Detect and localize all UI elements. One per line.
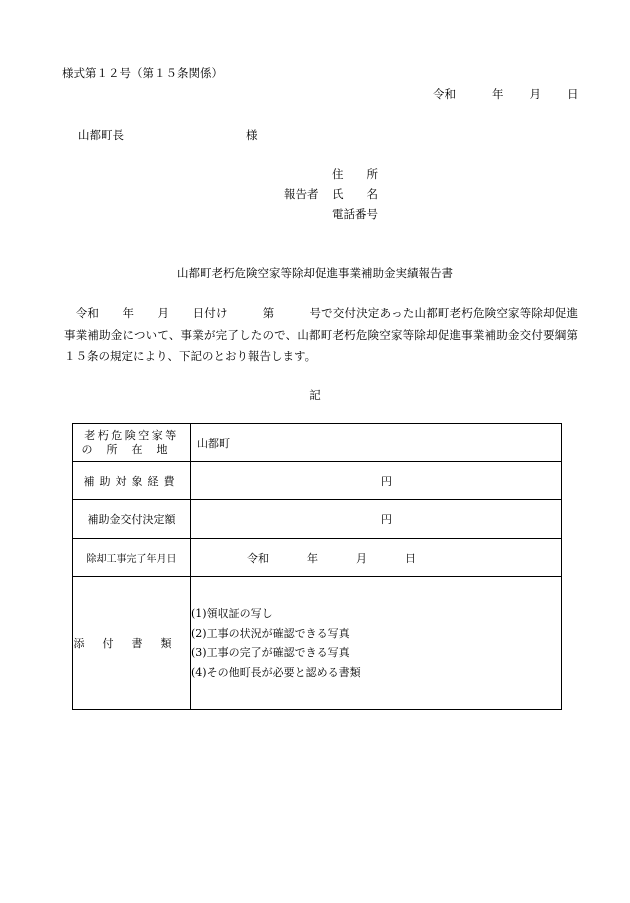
completion-date-value-cell (191, 539, 562, 577)
attachments-label: 添付書類 (73, 637, 190, 650)
completion-date-label-cell (73, 539, 191, 577)
report-table (72, 423, 562, 710)
attachment-item: (2)工事の状況が確認できる写真 (191, 626, 350, 640)
completion-date (247, 550, 416, 566)
reporter-label: 報告者 (284, 187, 319, 201)
table-row-completion-date (73, 539, 562, 577)
location-value: 山都町 (197, 436, 230, 450)
location-value-cell (191, 424, 562, 462)
completion-date-day: 日 (405, 551, 416, 565)
completion-date-year: 年 (307, 551, 318, 565)
location-label (73, 424, 191, 462)
attachment-item: (1)領収証の写し (191, 607, 273, 620)
addressee-name: 山都町長 (78, 128, 124, 142)
table-row-grant-amount (73, 500, 562, 539)
eligible-cost-label-cell (73, 462, 191, 500)
form-number: 様式第１２号（第１５条関係） (62, 66, 223, 80)
reporter-name-label: 氏 名 (332, 187, 378, 201)
reporter-phone-label: 電話番号 (332, 207, 378, 221)
eligible-cost-label: 補助対象経費 (83, 474, 180, 488)
document-title: 山都町老朽危険空家等除却促進事業補助金実績報告書 (177, 266, 453, 280)
table-row-eligible-cost (73, 462, 562, 500)
grant-amount-label-cell (73, 500, 191, 539)
date-month: 月 (529, 87, 541, 101)
date-era: 令和 (433, 87, 456, 101)
grant-amount-unit: 円 (381, 513, 392, 526)
completion-date-era: 令和 (247, 551, 269, 565)
completion-date-month: 月 (356, 551, 367, 565)
ki-heading: 記 (309, 388, 321, 402)
location-label-line1: 老朽危険空家等 (84, 428, 179, 442)
eligible-cost-value-cell (191, 462, 562, 500)
attachment-item: (3)工事の完了が確認できる写真 (191, 646, 350, 659)
report-body-text: 令和 年 月 日付け 第 号で交付決定あった山都町老朽危険空家等除却促進事業補助金について、事業が完了したので、山都町老朽危険空家等除却促進事業補助金交付要綱第１５条の規定により、下記のとおり報告します。 (64, 306, 578, 363)
date-year: 年 (492, 87, 504, 101)
location-label-line2: の所在地 (81, 442, 182, 456)
report-date (433, 86, 579, 102)
attachment-item: (4)その他町長が必要と認める書類 (191, 665, 361, 679)
table-row-location (73, 424, 562, 462)
date-day: 日 (567, 87, 579, 101)
table-row-attachments (73, 577, 562, 710)
attachments-list (191, 577, 562, 710)
completion-date-label: 除却工事完了年月日 (86, 554, 177, 565)
reporter-address-label: 住 所 (332, 167, 378, 181)
addressee (78, 127, 258, 143)
eligible-cost-unit: 円 (381, 474, 392, 488)
grant-amount-value-cell (191, 500, 562, 539)
grant-amount-label: 補助金交付決定額 (87, 513, 176, 526)
addressee-honorific: 様 (246, 128, 258, 142)
attachments-label-cell (73, 577, 191, 710)
